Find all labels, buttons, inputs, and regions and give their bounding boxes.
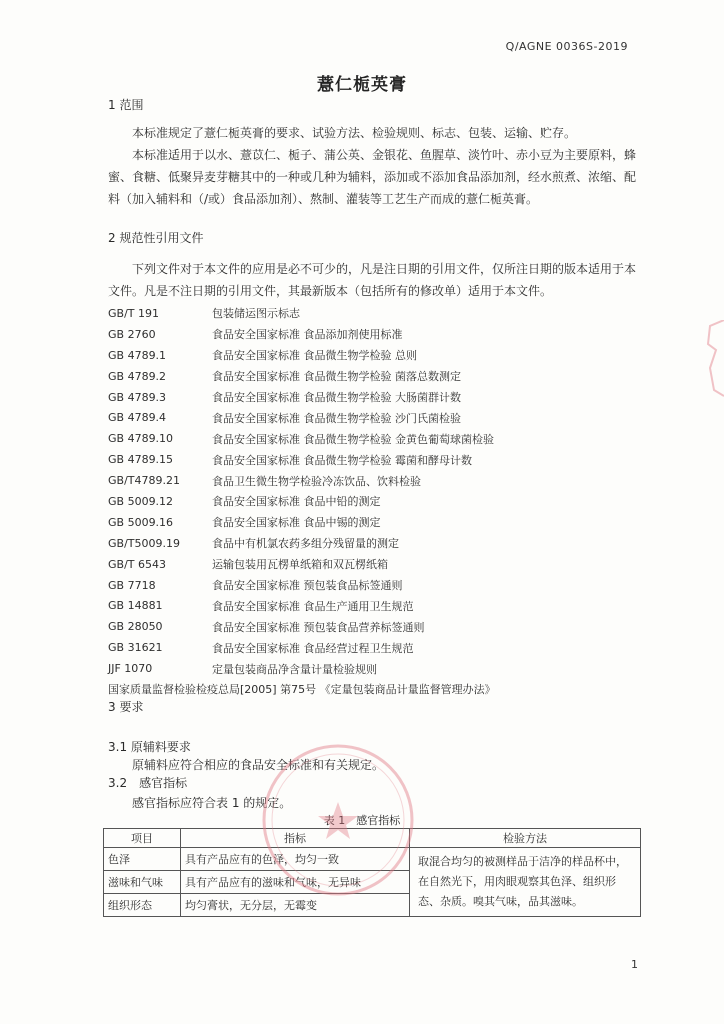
table-header-spec: 指标 <box>181 829 410 848</box>
reference-code: GB/T 6543 <box>108 557 166 571</box>
reference-code: GB 4789.2 <box>108 369 167 383</box>
section-1-para-2-text: 本标准适用于以水、薏苡仁、栀子、蒲公英、金银花、鱼腥草、淡竹叶、赤小豆为主要原料，蜂蜜、食糖、低聚异麦芽糖其中的一种或几种为辅料，添加或不添加食品添加剂，经水煎煮、浓缩、配料（加入辅料和（/或）食品添加剂）、熬制、灌装等工艺生产而成的薏仁栀英膏。 <box>108 148 637 206</box>
reference-title: 运输包装用瓦楞单纸箱和双瓦楞纸箱 <box>212 558 388 572</box>
section-3-2-text: 感官指标应符合表 1 的规定。 <box>132 796 292 810</box>
table-cell-item: 色泽 <box>104 848 181 871</box>
section-2-intro <box>108 258 636 302</box>
section-3-1-heading: 3.1 原辅料要求 <box>108 740 191 754</box>
reference-code: GB 2760 <box>108 327 156 341</box>
reference-row <box>108 324 648 345</box>
section-1-para-1 <box>108 122 636 144</box>
reference-code: GB 4789.3 <box>108 390 167 404</box>
page-number: 1 <box>631 958 638 971</box>
reference-row <box>108 428 648 449</box>
reference-row <box>108 345 648 366</box>
table-cell-method: 取混合均匀的被测样品于洁净的样品杯中，在自然光下，用肉眼观察其色泽、组织形态、杂质。嗅其气味，品其滋味。 <box>410 848 641 917</box>
table-1-caption: 表 1 感官指标 <box>323 814 401 827</box>
reference-code: GB 14881 <box>108 599 163 613</box>
sensory-table <box>103 828 641 917</box>
reference-row <box>108 387 648 408</box>
reference-title: 食品安全国家标准 食品微生物学检验 霉菌和酵母计数 <box>212 453 472 467</box>
section-2-heading: 2 规范性引用文件 <box>108 231 204 245</box>
section-3-heading: 3 要求 <box>108 700 144 714</box>
table-cell-spec: 具有产品应有的色泽，均匀一致 <box>181 848 410 871</box>
reference-code: GB 4789.15 <box>108 453 174 467</box>
reference-regulation: 国家质量监督检验检疫总局[2005] 第75号 《定量包装商品计量监督管理办法》 <box>108 683 496 697</box>
reference-code: GB 28050 <box>108 620 163 634</box>
reference-title: 食品安全国家标准 食品中铅的测定 <box>212 495 381 509</box>
reference-code: JJF 1070 <box>108 662 153 676</box>
reference-row <box>108 470 648 491</box>
reference-row <box>108 575 648 596</box>
reference-title: 食品安全国家标准 食品中锡的测定 <box>212 516 381 530</box>
reference-code: GB 5009.16 <box>108 515 174 529</box>
section-1-para-2 <box>108 144 636 210</box>
reference-title: 食品中有机氯农药多组分残留量的测定 <box>212 537 399 551</box>
edge-stamp-fragment <box>702 320 724 400</box>
reference-code: GB 4789.10 <box>108 432 174 446</box>
table-cell-item: 滋味和气味 <box>104 871 181 894</box>
reference-code: GB/T5009.19 <box>108 536 180 550</box>
reference-row <box>108 637 648 658</box>
reference-code: GB 5009.12 <box>108 494 174 508</box>
reference-row <box>108 512 648 533</box>
reference-row <box>108 554 648 575</box>
reference-title: 食品卫生微生物学检验冷冻饮品、饮料检验 <box>212 474 421 488</box>
reference-title: 包装储运图示标志 <box>212 307 300 321</box>
reference-row <box>108 616 648 637</box>
table-row <box>104 848 641 871</box>
table-cell-item: 组织形态 <box>104 894 181 917</box>
reference-row <box>108 407 648 428</box>
reference-row <box>108 449 648 470</box>
reference-list <box>108 303 648 700</box>
reference-title: 食品安全国家标准 食品微生物学检验 沙门氏菌检验 <box>212 411 461 425</box>
reference-row <box>108 595 648 616</box>
reference-title: 食品安全国家标准 食品微生物学检验 总则 <box>212 349 417 363</box>
reference-row <box>108 491 648 512</box>
reference-row <box>108 533 648 554</box>
section-2-intro-text: 下列文件对于本文件的应用是必不可少的，凡是注日期的引用文件，仅所注日期的版本适用于本文件。凡是不注日期的引用文件，其最新版本（包括所有的修改单）适用于本文件。 <box>108 262 637 298</box>
table-header-row <box>104 829 641 848</box>
reference-title: 食品安全国家标准 食品微生物学检验 菌落总数测定 <box>212 370 461 384</box>
reference-title: 食品安全国家标准 预包装食品营养标签通则 <box>212 620 425 634</box>
document-title: 薏仁栀英膏 <box>317 75 407 95</box>
table-cell-spec: 具有产品应有的滋味和气味，无异味 <box>181 871 410 894</box>
reference-row <box>108 303 648 324</box>
reference-code: GB 4789.4 <box>108 411 167 425</box>
reference-code: GB 31621 <box>108 641 163 655</box>
table-cell-spec: 均匀膏状，无分层，无霉变 <box>181 894 410 917</box>
reference-row <box>108 658 648 679</box>
section-3-2-heading: 3.2 感官指标 <box>108 776 188 790</box>
reference-title: 食品安全国家标准 食品生产通用卫生规范 <box>212 599 414 613</box>
section-1-para-1-text: 本标准规定了薏仁栀英膏的要求、试验方法、检验规则、标志、包装、运输、贮存。 <box>132 126 577 140</box>
reference-code: GB/T 191 <box>108 306 159 320</box>
section-3-1-text: 原辅料应符合相应的食品安全标准和有关规定。 <box>132 758 385 772</box>
reference-row <box>108 366 648 387</box>
reference-title: 食品安全国家标准 食品微生物学检验 大肠菌群计数 <box>212 391 461 404</box>
section-1-heading: 1 范围 <box>108 98 144 112</box>
reference-title: 食品安全国家标准 食品添加剂使用标准 <box>212 328 403 342</box>
reference-title: 食品安全国家标准 食品微生物学检验 金黄色葡萄球菌检验 <box>212 432 494 446</box>
table-header-method: 检验方法 <box>410 829 641 848</box>
reference-title: 食品安全国家标准 预包装食品标签通则 <box>212 579 403 593</box>
reference-title: 定量包装商品净含量计量检验规则 <box>212 662 377 676</box>
document-number: Q/AGNE 0036S-2019 <box>505 40 628 53</box>
reference-code: GB 4789.1 <box>108 348 167 362</box>
reference-code: GB/T4789.21 <box>108 474 180 488</box>
reference-title: 食品安全国家标准 食品经营过程卫生规范 <box>212 641 414 655</box>
table-header-item: 项目 <box>104 829 181 848</box>
reference-code: GB 7718 <box>108 578 156 592</box>
